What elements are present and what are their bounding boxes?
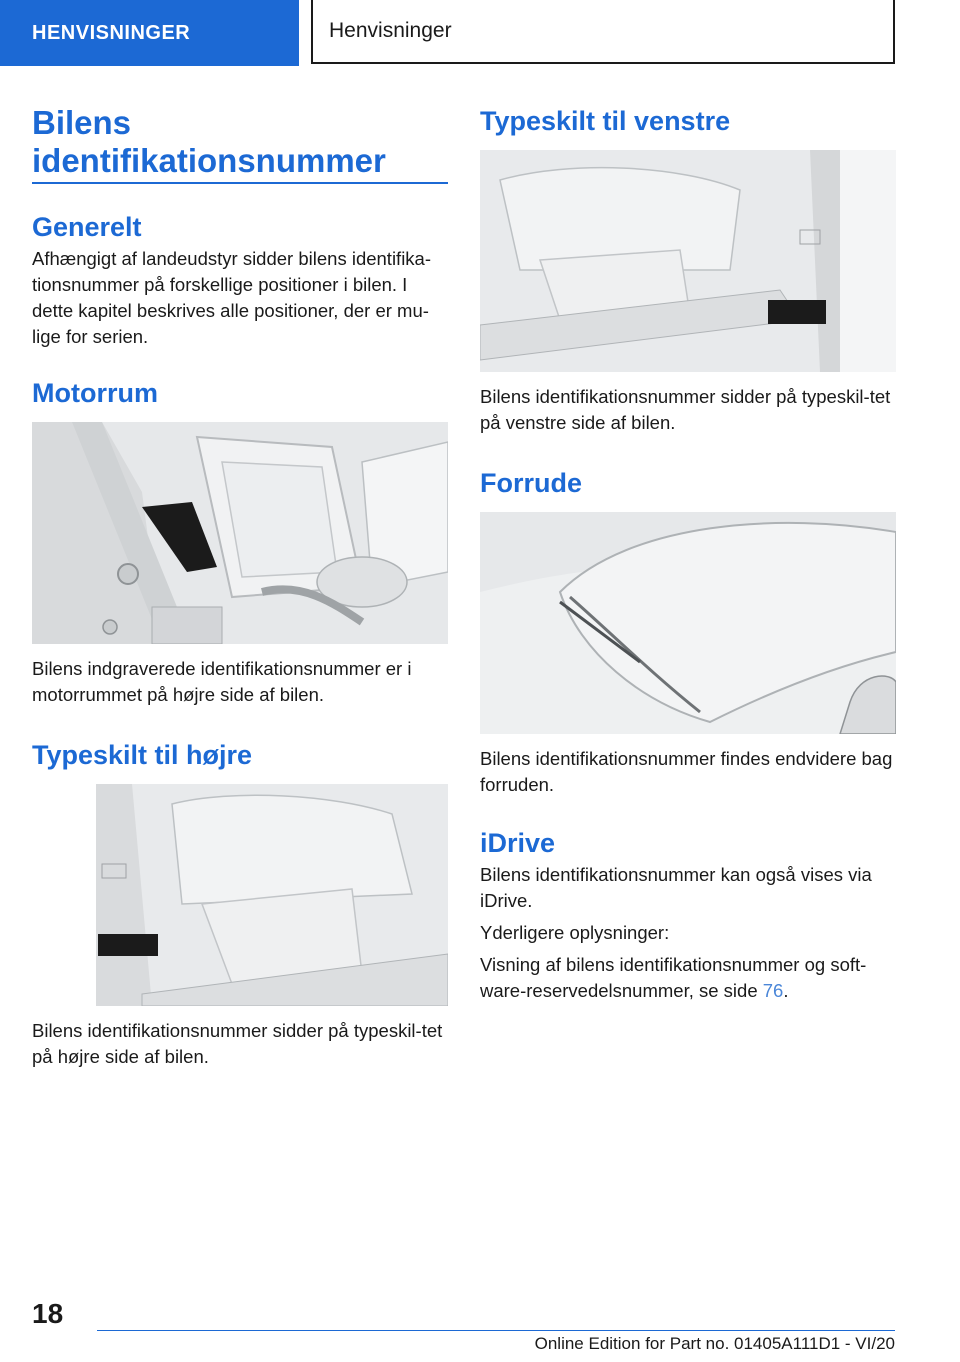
page-title: Bilens identifikationsnummer — [32, 104, 386, 179]
left-column — [32, 104, 448, 1070]
engine-bay-image — [32, 422, 448, 644]
display-reference — [480, 952, 896, 1004]
heading-engine-bay: Motorrum — [32, 378, 158, 408]
left-type-plate-image — [480, 150, 896, 372]
more-info-label: Yderligere oplysninger: — [480, 922, 670, 943]
heading-right-plate: Typeskilt til højre — [32, 740, 253, 770]
section-tab: HENVISNINGER — [0, 0, 299, 66]
right-plate-caption: Bilens identifikationsnummer sidder på typeskil-tet på højre side af bilen. — [32, 1020, 443, 1067]
page-number: 18 — [32, 1298, 64, 1329]
footer-edition: Online Edition for Part no. 01405A111D1 - VI/20 — [534, 1334, 895, 1353]
title-divider — [32, 182, 448, 184]
display-reference-text: Visning af bilens identifikationsnummer og soft-ware-reservedelsnummer, se side — [480, 954, 867, 1001]
right-type-plate-image — [32, 784, 448, 1006]
page-reference-link[interactable]: 76 — [762, 980, 784, 1001]
right-column — [480, 104, 896, 1004]
display-reference-end: . — [783, 980, 789, 1001]
heading-windshield: Forrude — [480, 468, 583, 498]
left-plate-caption: Bilens identifikationsnummer sidder på typeskil-tet på venstre side af bilen. — [480, 386, 891, 433]
heading-idrive: iDrive — [480, 828, 556, 858]
heading-general: Generelt — [32, 212, 142, 242]
idrive-text: Bilens identifikationsnummer kan også vises via iDrive. — [480, 864, 872, 911]
section-title: Henvisninger — [311, 0, 895, 64]
heading-left-plate: Typeskilt til venstre — [480, 106, 731, 136]
general-text: Afhængigt af landeudstyr sidder bilens identifika-tionsnummer på forskellige positioner i bilen. I dette kapitel beskrives alle positioner, der er mu-lige for serien. — [32, 248, 432, 347]
engine-bay-caption: Bilens indgraverede identifikationsnummer er i motorrummet på højre side af bilen. — [32, 658, 412, 705]
windshield-caption: Bilens identifikationsnummer findes endvidere bag forruden. — [480, 748, 893, 795]
footer-divider — [97, 1330, 895, 1331]
windshield-image — [480, 512, 896, 734]
